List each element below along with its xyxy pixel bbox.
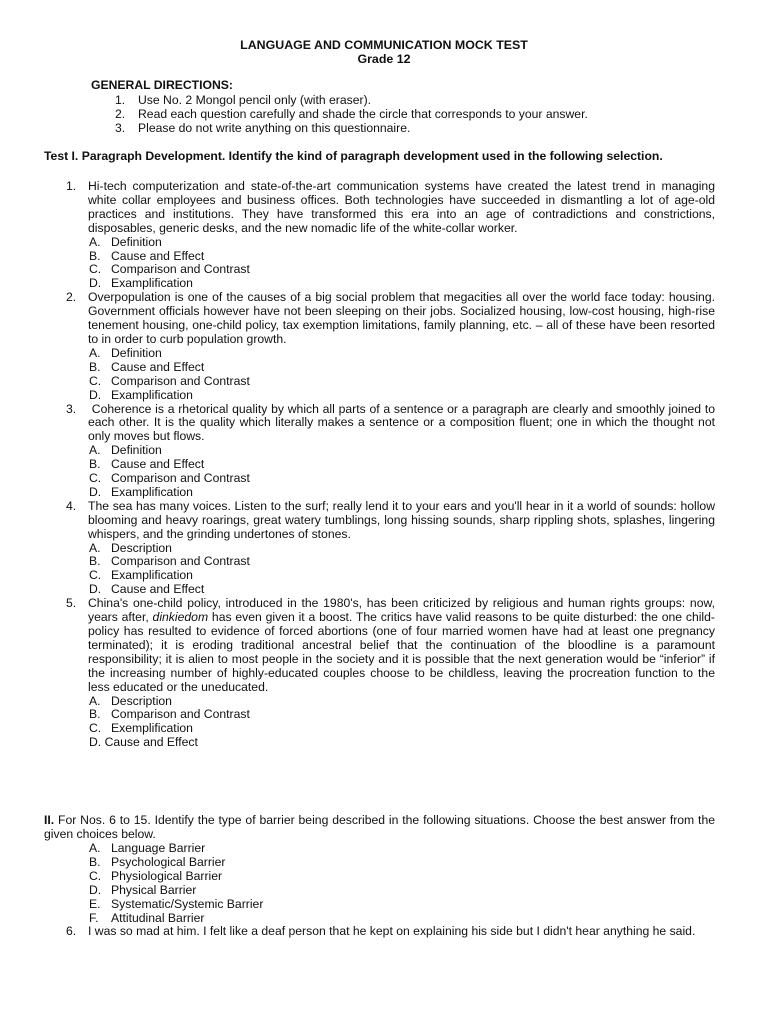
question-text: Overpopulation is one of the causes of a big social problem that megacities all over the world face today: housing. Government officials however have not been sleeping on their jobs. Socialized housing, low-cost housing, high-rise tenement housing, one-child policy, tax exemption limitations, family planning, etc. – all of these have been resorted to in order to curb population growth. — [88, 290, 715, 346]
question-5: 5. China's one-child policy, introduced in the 1980's, has been criticized by religious and human rights groups: now, years after, dinkiedom has even given it a boost. The critics have valid reasons to be quite disturbed: the one child-policy has resulted to evidence of forced abortions (one of four married women have had at least one pregnancy terminated); it is eroding traditional ancestral belief that the continuation of the bloodline is a paramount responsibility; it is alien to most people in the society and it is possible that the next generation would be “inferior” if the increasing number of highly-educated couples choose to be childless, leaving the procreation function to the less educated or the uneducated. A. Description B. Comparison and Contrast C. Exemplification D. Cause and Effect — [66, 596, 715, 750]
options — [89, 236, 715, 292]
direction-item: 3. Please do not write anything on this questionnaire. — [115, 120, 411, 135]
option: C. Comparison and Contrast — [89, 262, 250, 277]
test-2-instruction: II. For Nos. 6 to 15. Identify the type of barrier being described in the following situations. Choose the best answer from the given choices below. — [44, 813, 715, 841]
question-4: 4. The sea has many voices. Listen to the surf; really lend it to your ears and you'll hear in it a world of sounds: hollow blooming and heavy roarings, great watery tumblings, long hissing sounds, sharp rippling shots, splashes, lingering whispers, and the grinding undertones of stones. A. Description B. Comparison and Contrast C. Examplification D. Cause and Effect — [66, 498, 715, 597]
test-1-questions — [66, 180, 715, 750]
grade-label: Grade 12 — [357, 52, 411, 66]
option: D. Examplification — [89, 276, 193, 291]
options — [89, 444, 715, 500]
test-title: LANGUAGE AND COMMUNICATION MOCK TEST — [240, 38, 528, 52]
question-text: The sea has many voices. Listen to the surf; really lend it to your ears and you'll hear in it a world of sounds: hollow blooming and heavy roarings, great watery tumblings, long hissing sounds, sharp rippling shots, splashes, lingering whispers, and the grinding undertones of stones. — [88, 498, 715, 541]
direction-item: 1. Use No. 2 Mongol pencil only (with eraser). — [115, 93, 372, 107]
option: A. Definition — [89, 234, 162, 249]
choice: D. Physical Barrier — [89, 882, 197, 897]
barrier-choices — [89, 842, 263, 925]
option: A. Description — [89, 540, 172, 555]
question-6: 6. I was so mad at him. I felt like a deaf person that he kept on explaining his side but I didn't hear anything he said. — [66, 925, 715, 939]
question-text: Hi-tech computerization and state-of-the-art communication systems have created the latest trend in managing white collar employees and business offices. Both technologies have succeeded in dismantling a lot of age-old practices and institutions. They have transformed this era into an age of contradictions and constrictions, disposables, generic desks, and the new nomadic life of the white-collar worker. — [88, 179, 715, 235]
choice: E. Systematic/Systemic Barrier — [89, 896, 264, 911]
question-text: Coherence is a rhetorical quality by which all parts of a sentence or a paragraph are clearly and smoothly joined to each other. It is the quality which literally makes a sentence or a composition fluent; one in which the thought not only moves but flows. — [88, 401, 715, 444]
options — [89, 542, 715, 598]
option: D. Cause and Effect — [89, 582, 205, 597]
option: B. Comparison and Contrast — [89, 707, 250, 722]
option: D. Examplification — [89, 387, 193, 402]
question-2: 2. Overpopulation is one of the causes of a big social problem that megacities all over the world face today: housing. Government officials however have not been sleeping on their jobs. Socialized housing, low-cost housing, high-rise tenement housing, one-child policy, tax exemption limitations, family planning, etc. – all of these have been resorted to in order to curb population growth. A. Definition B. Cause and Effect C. Comparison and Contrast D. Examplification — [66, 290, 715, 402]
question-3: 3. Coherence is a rhetorical quality by which all parts of a sentence or a paragraph are clearly and smoothly joined to each other. It is the quality which literally makes a sentence or a composition fluent; one in which the thought not only moves but flows. A. Definition B. Cause and Effect C. Comparison and Contrast D. Examplification — [66, 401, 715, 499]
test-1-heading: Test I. Paragraph Development. Identify the kind of paragraph development used in the following selection. — [44, 149, 663, 163]
option: C. Exemplification — [89, 721, 193, 736]
choice: F. Attitudinal Barrier — [89, 910, 205, 925]
option: A. Description — [89, 693, 172, 708]
option: A. Definition — [89, 345, 162, 360]
general-directions-heading: GENERAL DIRECTIONS: — [91, 78, 233, 92]
question-1: 1. Hi-tech computerization and state-of-the-art communication systems have created the latest trend in managing white collar employees and business offices. Both technologies have succeeded in dismantling a lot of age-old practices and institutions. They have transformed this era into an age of contradictions and constrictions, disposables, generic desks, and the new nomadic life of the white-collar worker. A. Definition B. Cause and Effect C. Comparison and Contrast D. Examplification — [66, 179, 715, 291]
option: C. Comparison and Contrast — [89, 471, 250, 486]
option: B. Comparison and Contrast — [89, 554, 250, 569]
option: B. Cause and Effect — [89, 457, 205, 472]
direction-item: 2. Read each question carefully and shade the circle that corresponds to your answer. — [115, 106, 588, 121]
option: A. Definition — [89, 443, 162, 458]
option: B. Cause and Effect — [89, 359, 205, 374]
choice: A. Language Barrier — [89, 841, 206, 855]
option: D. Examplification — [89, 484, 193, 499]
choice: B. Psychological Barrier — [89, 854, 226, 869]
option: B. Cause and Effect — [89, 248, 205, 263]
choice: C. Physiological Barrier — [89, 868, 223, 883]
option: C. Comparison and Contrast — [89, 373, 250, 388]
options — [89, 347, 715, 403]
option: D. Cause and Effect — [89, 735, 198, 750]
directions-list — [115, 94, 588, 136]
options — [89, 695, 715, 751]
option: C. Examplification — [89, 568, 193, 583]
question-text: China's one-child policy, introduced in the 1980's, has been criticized by religious and human rights groups: now, years after, dinkiedom has even given it a boost. The critics have valid reasons to be quite disturbed: the one child-policy has resulted to evidence of forced abortions (one of four married women have had at least one pregnancy terminated); it is eroding traditional ancestral belief that the continuation of the bloodline is a paramount responsibility; it is alien to most people in the society and it is possible that the next generation would be “inferior” if the increasing number of highly-educated couples choose to be childless, leaving the procreation function to the less educated or the uneducated. — [88, 596, 715, 694]
question-text: I was so mad at him. I felt like a deaf person that he kept on explaining his side but I didn't hear anything he said. — [88, 924, 696, 938]
